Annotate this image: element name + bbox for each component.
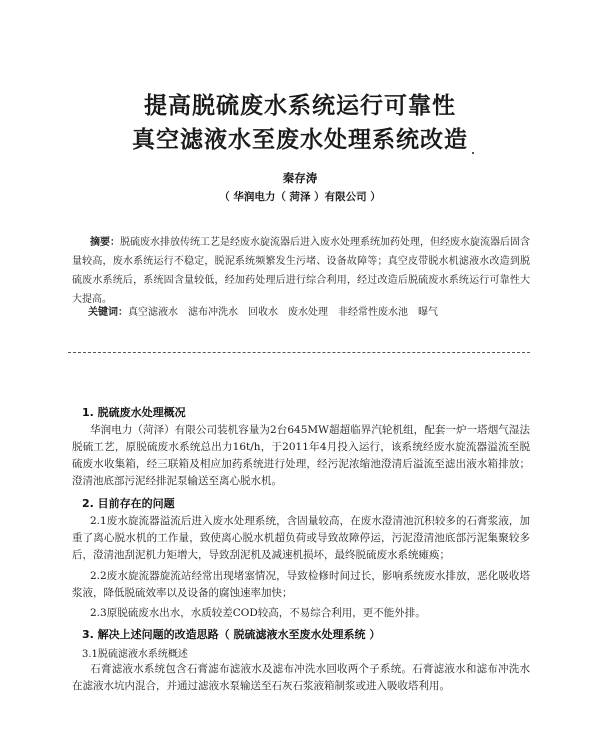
scan-speck	[472, 152, 474, 154]
keywords-label: 关键词：	[88, 307, 128, 318]
paragraph-4	[72, 605, 530, 622]
paragraph-5	[72, 661, 530, 695]
paragraph-3-text: 2.2废水旋流器旋流站经常出现堵塞情况，导致检修时间过长，影响系统废水排放，恶化吸收塔浆液，降低脱硫效率以及设备的腐蚀速率加快；	[72, 570, 530, 599]
paragraph-5-text: 石膏滤液水系统包含石膏滤布滤液水及滤布冲洗水回收两个子系统。石膏滤液水和滤布冲洗水在滤液水坑内混合，并通过滤液水泵输送至石灰石浆液箱制浆或进入吸收塔利用。	[72, 663, 530, 692]
keywords	[88, 306, 528, 320]
section-heading-1: 1. 脱硫废水处理概况	[82, 406, 186, 419]
author-name: 秦存涛	[282, 171, 318, 185]
paragraph-2	[72, 513, 530, 564]
keywords-text: 真空滤液水 滤布冲洗水 回收水 废水处理 非经常性废水池 曝气	[128, 307, 438, 318]
section-heading-2: 2. 目前存在的问题	[82, 497, 175, 510]
section-divider	[68, 352, 530, 353]
section-heading-3: 3. 解决上述问题的改造思路（ 脱硫滤液水至废水处理系统 ）	[82, 628, 381, 641]
author-affiliation: （ 华润电力（ 菏泽 ）有限公司 ）	[219, 191, 381, 203]
abstract-text: 脱硫废水排放传统工艺是经废水旋流器后进入废水处理系统加药处理，但经废水旋流器后固含量较高，废水系统运行不稳定，脱泥系统频繁发生污堵、设备故障等；真空皮带脱水机滤液水改造到脱硫废水系统后，系统固含量较低，经加药处理后进行综合利用，经过改造后脱硫废水系统运行可靠性大大提高。	[72, 237, 530, 305]
abstract	[72, 233, 530, 309]
paragraph-1-text: 华润电力（菏泽）有限公司装机容量为2台645MW超超临界汽轮机组，配套一炉一塔烟气湿法脱硫工艺，原脱硫废水系统总出力16t/h，于2011年4月投入运行，该系统经废水旋流器溢流至脱硫废水收集箱，经三联箱及相应加药系统进行处理，经污泥浓缩池澄清后溢流至滤出液水箱排放；澄清池底部污泥经排泥泵输送至离心脱水机。	[72, 424, 530, 487]
title-line-1: 提高脱硫废水系统运行可靠性	[144, 93, 456, 119]
subsection-heading-3-1: 3.1脱硫滤液水系统概述	[82, 649, 188, 660]
paragraph-2-text: 2.1废水旋流器溢流后进入废水处理系统，含固量较高，在废水澄清池沉积较多的石膏浆液，加重了离心脱水机的工作量，致使离心脱水机超负荷或导致故障停运，污泥澄清池底部污泥集聚较多后，澄清池刮泥机力矩增大，导致刮泥机及减速机损坏，最终脱硫废水系统瘫痪；	[72, 515, 530, 561]
paragraph-4-text: 2.3原脱硫废水出水，水质较差COD较高，不易综合利用，更不能外排。	[90, 607, 426, 619]
abstract-label: 摘要：	[90, 237, 120, 248]
paragraph-1	[72, 422, 530, 490]
title-line-2: 真空滤液水至废水处理系统改造	[132, 127, 468, 153]
paragraph-3	[72, 568, 530, 602]
